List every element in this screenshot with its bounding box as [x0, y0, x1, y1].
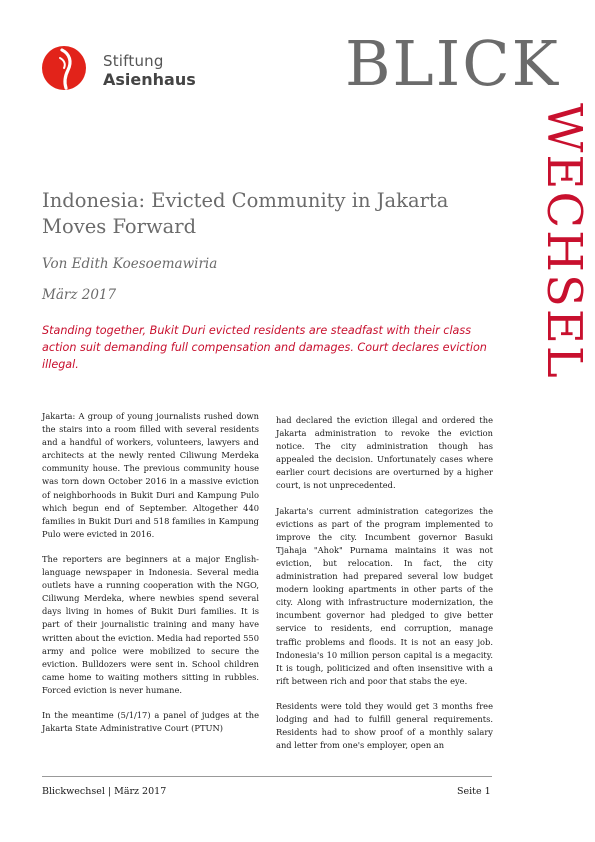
paragraph: In the meantime (5/1/17) a panel of judges at the Jakarta State Administrative Court (PTUN) [42, 709, 259, 734]
footer-publication: Blickwechsel | März 2017 [42, 786, 167, 797]
footer-page-number: Seite 1 [457, 786, 491, 797]
logo-text-stiftung: Stiftung [103, 52, 164, 70]
masthead-wechsel: WECHSEL [536, 103, 592, 380]
asienhaus-logo-icon [40, 38, 100, 98]
masthead-blick: BLICK [345, 27, 560, 100]
article-column-left [42, 410, 259, 747]
footer-divider [42, 776, 492, 777]
paragraph: Jakarta: A group of young journalists rushed down the stairs into a room filled with several residents and a handful of workers, volunteers, lawyers and architects at the newly rented Ciliwung Merdeka community house. The previous community house was torn down October 2016 in a massive eviction of neighborhoods in Bukit Duri and Kampung Pulo which begun end of September. Altogether 440 families in Bukit Duri and 518 families in Kampung Pulo were evicted in 2016. [42, 411, 259, 539]
paragraph: Residents were told they would get 3 months free lodging and had to fulfill general requirements. Residents had to show proof of a monthly salary and letter from one's employer, open an [276, 700, 493, 751]
stiftung-asienhaus-logo [40, 38, 196, 98]
paragraph: Jakarta's current administration categorizes the evictions as part of the program implemented to improve the city. Incumbent governor Basuki Tjahaja "Ahok" Purnama maintains it was not eviction, but relocation. In fact, the city administration had prepared several low budget modern looking apartments in other parts of the city. Along with infrastructure modernization, the incumbent governor had pledged to give better service to residents, end corruption, manage traffic problems and floods. It is not an easy job. Indonesia's 10 million person capital is a megacity. It is tough, politicized and often insensitive with a rift between rich and poor that stabs the eye. [276, 505, 493, 686]
paragraph: had declared the eviction illegal and ordered the Jakarta administration to revoke the eviction notice. The city administration though has appealed the decision. Unfortunately cases where earlier court decisions are overturned by a higher court, is not unprecedented. [276, 415, 493, 491]
article-author: Von Edith Koesoemawiria [42, 256, 218, 272]
article-column-right [276, 414, 493, 764]
article-title: Indonesia: Evicted Community in Jakarta Moves Forward [42, 189, 449, 238]
article-date: März 2017 [42, 287, 117, 303]
logo-text-asienhaus: Asienhaus [103, 70, 196, 89]
article-lead: Standing together, Bukit Duri evicted residents are steadfast with their class action suit demanding full compensation and damages. Court declares eviction illegal. [42, 324, 487, 371]
paragraph: The reporters are beginners at a major English-language newspaper in Indonesia. Several media outlets have a running cooperation with the NGO, Ciliwung Merdeka, where newbies spend several days living in homes of Bukit Duri families. It is part of their journalistic training and many have written about the eviction. Media had reported 550 army and police were mobilized to secure the eviction. Bulldozers were sent in. School children came home to waiting mothers sitting in rubbles. Forced eviction is never humane. [42, 553, 259, 695]
